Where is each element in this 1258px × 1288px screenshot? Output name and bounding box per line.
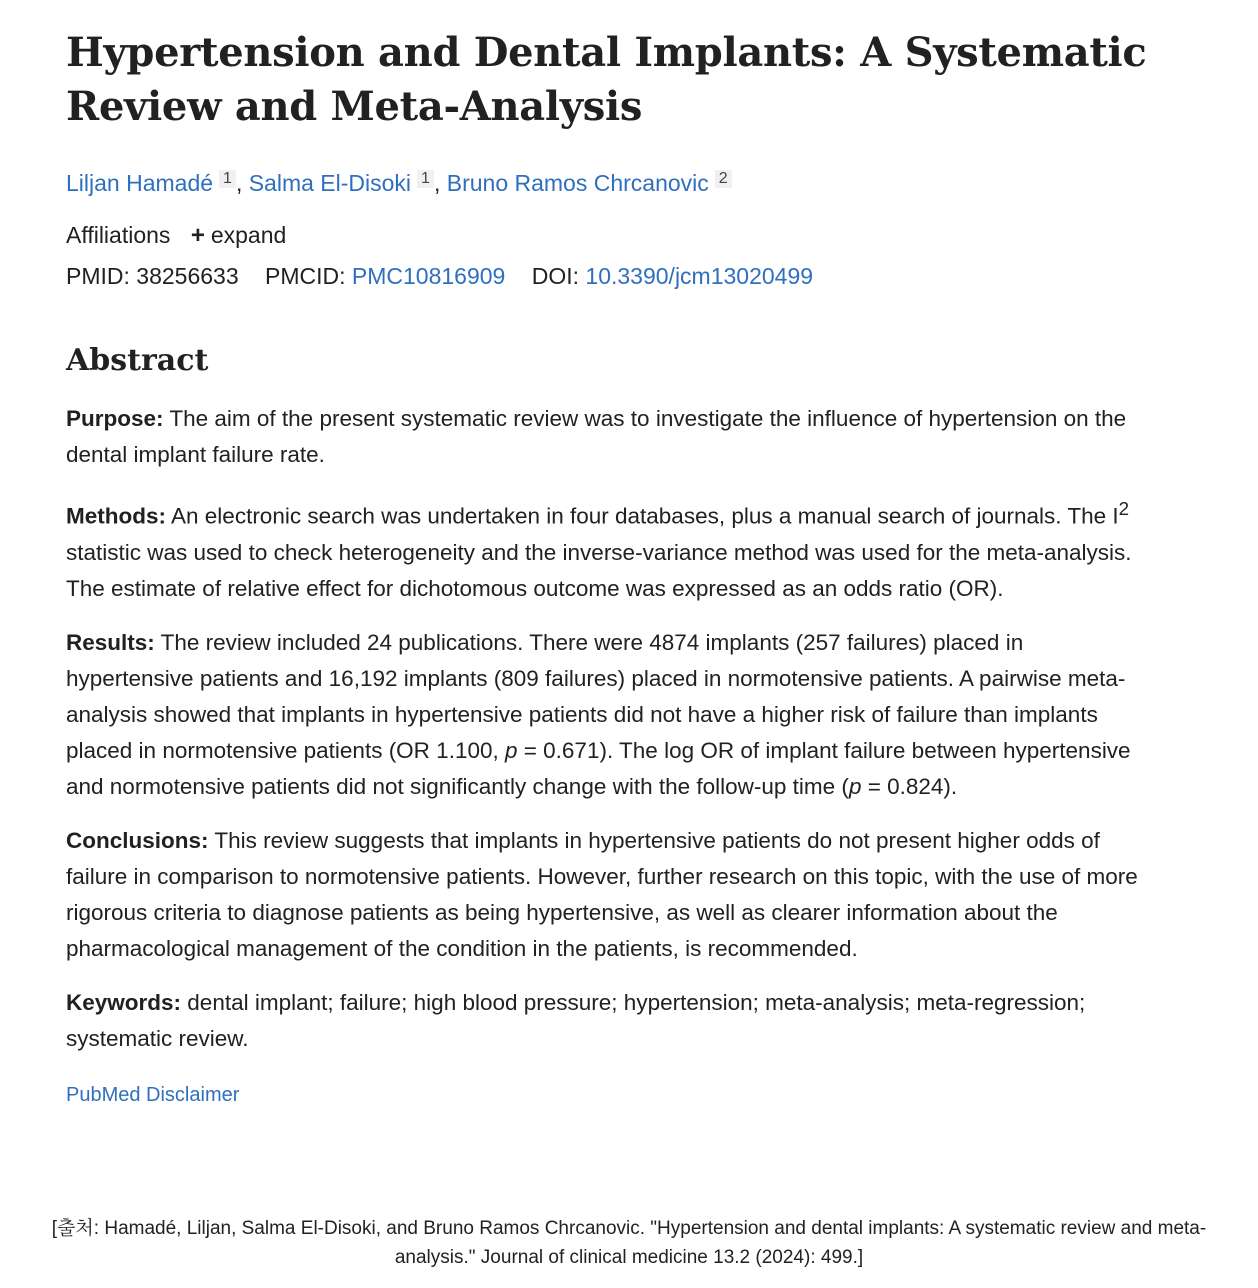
abstract-methods <box>66 491 1156 607</box>
abstract-keywords <box>66 985 1156 1057</box>
abstract-conclusions <box>66 823 1156 967</box>
pmid-label: PMID: <box>66 263 130 289</box>
results-text-continued: = 0.671). The log OR of implant failure between hypertensive and normotensive patients did not significantly change with the follow-up time ( <box>66 737 1131 799</box>
plus-icon: + <box>190 222 205 249</box>
affiliation-number[interactable]: 2 <box>715 170 732 188</box>
results-label: Results: <box>66 629 155 655</box>
abstract-heading: Abstract <box>66 343 209 378</box>
results-text-end: = 0.824). <box>861 773 958 799</box>
pmcid-label: PMCID: <box>265 263 346 289</box>
conclusions-text: This review suggests that implants in hypertensive patients do not present higher odds of failure in comparison to normotensive patients. However, further research on this topic, with the use of more rigorous criteria to diagnose patients as being hypertensive, as well as clearer information about the pharmacological management of the condition in the patients, is recommended. <box>66 827 1138 961</box>
p-value-symbol: p <box>505 737 518 763</box>
article-title: Hypertension and Dental Implants: A Systematic Review and Meta-Analysis <box>66 29 1147 130</box>
doi-label: DOI: <box>531 263 580 289</box>
pmcid <box>265 263 505 289</box>
affiliation-number[interactable]: 1 <box>219 170 236 188</box>
affiliations-label: Affiliations <box>66 222 171 248</box>
keywords-text: dental implant; failure; high blood pressure; hypertension; meta-analysis; meta-regression; systematic review. <box>66 989 1086 1051</box>
abstract-results <box>66 625 1156 805</box>
superscript-2: 2 <box>1118 498 1130 519</box>
article-page <box>66 0 1156 1109</box>
methods-text: An electronic search was undertaken in four databases, plus a manual search of journals. The I <box>171 503 1119 529</box>
affiliation-number[interactable]: 1 <box>417 170 434 188</box>
affiliations-row <box>66 220 1156 251</box>
conclusions-label: Conclusions: <box>66 827 209 853</box>
author-separator: , <box>433 170 447 196</box>
disclaimer-row <box>66 1081 1156 1109</box>
keywords-label: Keywords: <box>66 989 182 1015</box>
doi <box>532 263 813 289</box>
pmid-value: 38256633 <box>136 263 239 289</box>
methods-text-continued: statistic was used to check heterogeneity and the inverse-variance method was used for the meta-analysis. The estimate of relative effect for dichotomous outcome was expressed as an odds ratio (OR). <box>66 539 1132 601</box>
methods-label: Methods: <box>66 503 166 529</box>
abstract-purpose <box>66 401 1156 473</box>
purpose-text: The aim of the present systematic review was to investigate the influence of hypertension on the dental implant failure rate. <box>66 406 1127 467</box>
pmid <box>66 263 239 289</box>
expand-affiliations-button[interactable] <box>191 222 286 248</box>
author-link-el-disoki[interactable]: Salma El-Disoki <box>248 170 412 196</box>
pmcid-link[interactable]: PMC10816909 <box>351 263 506 289</box>
author-separator: , <box>235 170 249 196</box>
author-link-chrcanovic[interactable]: Bruno Ramos Chrcanovic <box>446 170 709 196</box>
pubmed-disclaimer-link[interactable]: PubMed Disclaimer <box>66 1083 240 1106</box>
author-list <box>66 168 1156 198</box>
expand-label: expand <box>210 222 287 248</box>
author-link-hamade[interactable]: Liljan Hamadé <box>66 170 214 196</box>
p-value-symbol: p <box>848 773 862 799</box>
results-text: The review included 24 publications. There were 4874 implants (257 failures) placed in hypertensive patients and 16,192 implants (809 failures) placed in normotensive patients. A pairwise meta-analysis showed that implants in hypertensive patients did not have a higher risk of failure than implants placed in normotensive patients (OR 1.100, <box>66 629 1126 763</box>
source-citation: [출처: Hamadé, Liljan, Salma El-Disoki, and Bruno Ramos Chrcanovic. "Hypertension and dental implants: A systematic review and meta-analysis." Journal of clinical medicine 13.2 (2024): 499.] <box>51 1218 1207 1268</box>
purpose-label: Purpose: <box>66 406 164 431</box>
identifiers-row <box>66 261 1156 291</box>
doi-link[interactable]: 10.3390/jcm13020499 <box>585 263 814 289</box>
